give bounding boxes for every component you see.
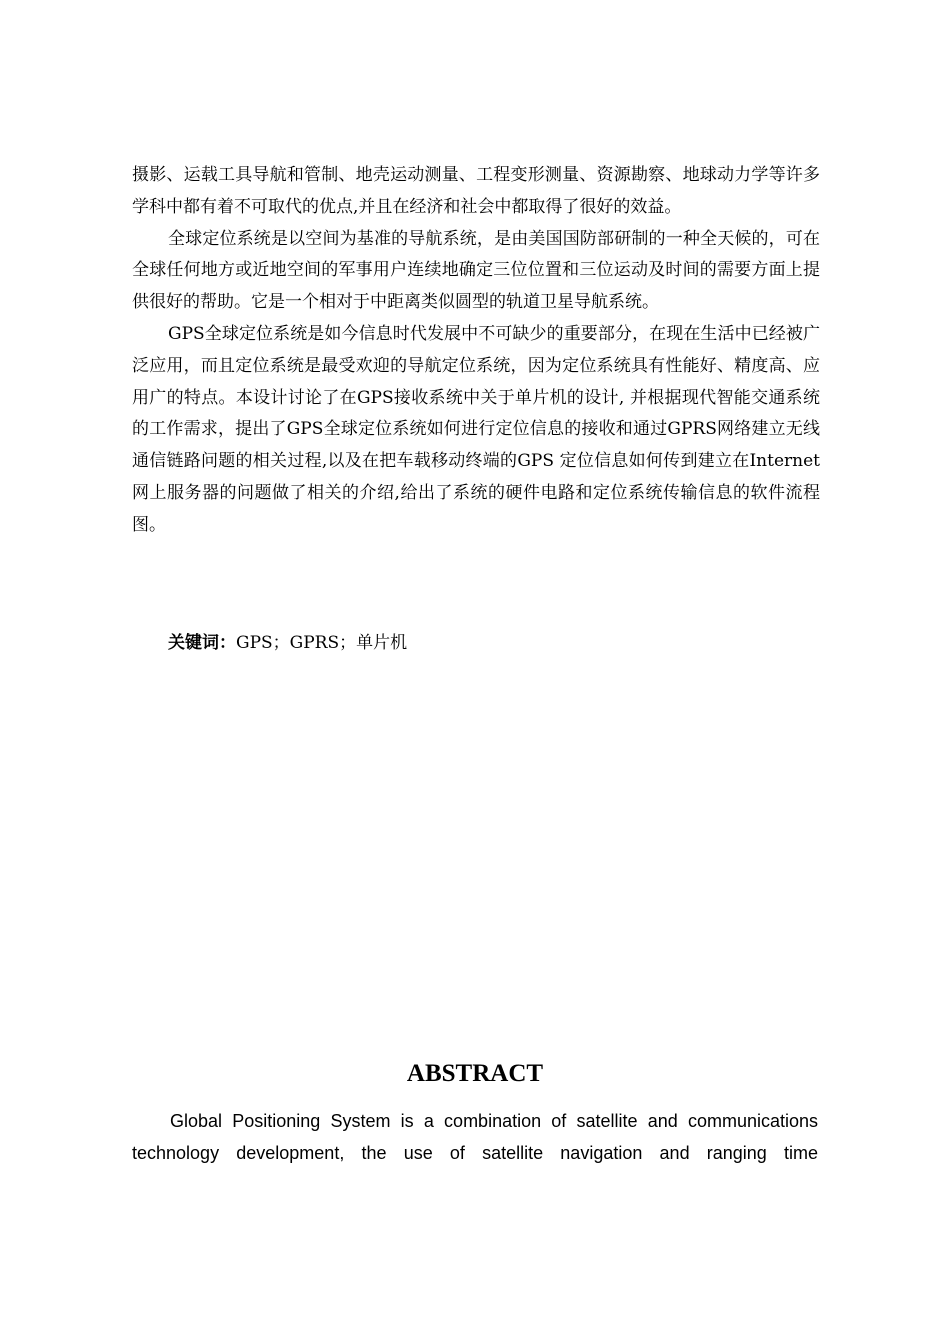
english-abstract-paragraph: Global Positioning System is a combination of satellite and communications technology development, the use of satellite navigation and ranging time xyxy=(132,1111,818,1163)
keywords-value: GPS；GPRS；单片机 xyxy=(236,633,408,653)
chinese-abstract-body xyxy=(132,160,820,542)
keywords-line xyxy=(168,628,818,659)
abstract-heading: ABSTRACT xyxy=(406,1060,544,1087)
paragraph-continuation: 摄影、运载工具导航和管制、地壳运动测量、工程变形测量、资源勘察、地球动力学等许多学科中都有着不可取代的优点,并且在经济和社会中都取得了很好的效益。 xyxy=(132,165,820,217)
keywords-label: 关键词： xyxy=(168,633,236,653)
english-abstract-body xyxy=(132,1105,818,1169)
paragraph-design-summary: GPS全球定位系统是如今信息时代发展中不可缺少的重要部分，在现在生活中已经被广泛应用，而且定位系统是最受欢迎的导航定位系统，因为定位系统具有性能好、精度高、应用广的特点。本设计讨论了在GPS接收系统中关于单片机的设计, 并根据现代智能交通系统的工作需求，提出了GPS全球定位系统如何进行定位信息的接收和通过GPRS网络建立无线通信链路问题的相关过程,以及在把车载移动终端的GPS 定位信息如何传到建立在Internet网上服务器的问题做了相关的介绍,给出了系统的硬件电路和定位系统传输信息的软件流程图。 xyxy=(132,323,820,535)
paragraph-gps-definition: 全球定位系统是以空间为基准的导航系统，是由美国国防部研制的一种全天候的，可在全球任何地方或近地空间的军事用户连续地确定三位位置和三位运动及时间的需要方面上提供很好的帮助。它是一个相对于中距离类似圆型的轨道卫星导航系统。 xyxy=(132,228,820,313)
